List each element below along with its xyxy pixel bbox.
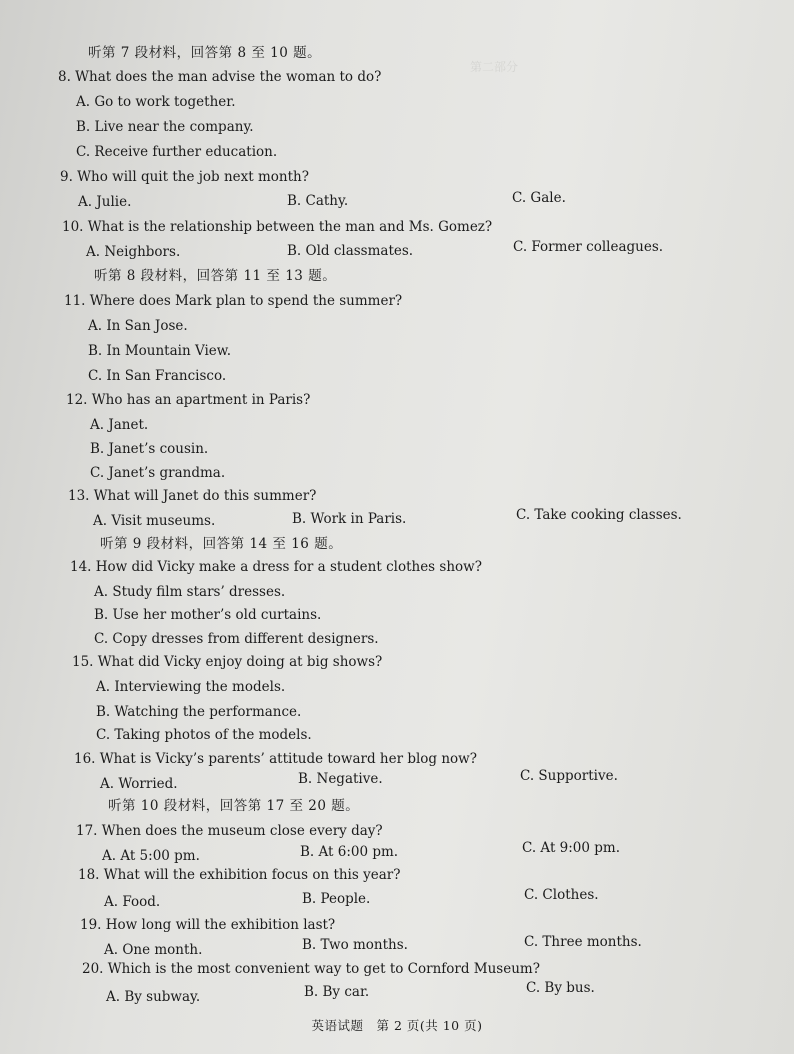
option-15c: C. Taking photos of the models. — [96, 727, 312, 743]
option-11b: B. In Mountain View. — [88, 343, 232, 359]
question-20: 20. Which is the most convenient way to get to Cornford Museum? — [82, 961, 540, 977]
option-19c: C. Three months. — [524, 934, 642, 950]
question-11: 11. Where does Mark plan to spend the summer? — [64, 293, 403, 309]
question-13: 13. What will Janet do this summer? — [68, 488, 317, 504]
option-8b: B. Live near the company. — [76, 119, 254, 135]
option-10a: A. Neighbors. — [86, 244, 181, 260]
question-16: 16. What is Vicky’s parents’ attitude toward her blog now? — [74, 751, 477, 767]
option-16a: A. Worried. — [100, 776, 178, 792]
option-11c: C. In San Francisco. — [88, 368, 227, 384]
question-17: 17. When does the museum close every day? — [76, 823, 383, 839]
option-14a: A. Study film stars’ dresses. — [94, 584, 286, 600]
option-13c: C. Take cooking classes. — [516, 507, 682, 523]
option-8a: A. Go to work together. — [76, 94, 236, 110]
option-18a: A. Food. — [104, 894, 161, 910]
question-18: 18. What will the exhibition focus on this year? — [78, 867, 401, 883]
option-19b: B. Two months. — [302, 937, 408, 953]
option-17c: C. At 9:00 pm. — [522, 840, 621, 856]
question-8: 8. What does the man advise the woman to do? — [58, 69, 382, 85]
option-15b: B. Watching the performance. — [96, 704, 302, 720]
question-9: 9. Who will quit the job next month? — [60, 169, 309, 185]
option-8c: C. Receive further education. — [76, 144, 278, 160]
option-11a: A. In San Jose. — [88, 318, 188, 334]
option-18c: C. Clothes. — [524, 887, 599, 903]
option-12a: A. Janet. — [90, 417, 149, 433]
option-20c: C. By bus. — [526, 980, 595, 996]
option-9c: C. Gale. — [512, 190, 566, 206]
section-heading-7: 听第 7 段材料，回答第 8 至 10 题。 — [88, 45, 322, 61]
option-17b: B. At 6:00 pm. — [300, 844, 399, 860]
option-20a: A. By subway. — [106, 989, 201, 1005]
question-10: 10. What is the relationship between the man and Ms. Gomez? — [62, 219, 493, 235]
section-heading-10: 听第 10 段材料，回答第 17 至 20 题。 — [108, 798, 360, 814]
question-12: 12. Who has an apartment in Paris? — [66, 392, 311, 408]
option-9a: A. Julie. — [78, 194, 132, 210]
option-18b: B. People. — [302, 891, 371, 907]
option-16b: B. Negative. — [298, 771, 383, 787]
question-14: 14. How did Vicky make a dress for a student clothes show? — [70, 559, 482, 575]
option-12c: C. Janet’s grandma. — [90, 465, 226, 481]
option-13a: A. Visit museums. — [93, 513, 216, 529]
option-14c: C. Copy dresses from different designers. — [94, 631, 379, 647]
option-12b: B. Janet’s cousin. — [90, 441, 209, 457]
show-through: 第二部分 — [470, 60, 519, 74]
page-footer: 英语试题 第 2 页(共 10 页) — [311, 1018, 483, 1033]
option-20b: B. By car. — [304, 984, 370, 1000]
option-16c: C. Supportive. — [520, 768, 618, 784]
option-15a: A. Interviewing the models. — [96, 679, 286, 695]
question-19: 19. How long will the exhibition last? — [80, 917, 336, 933]
option-10c: C. Former colleagues. — [513, 239, 664, 255]
question-15: 15. What did Vicky enjoy doing at big shows? — [72, 654, 383, 670]
option-9b: B. Cathy. — [287, 193, 349, 209]
option-13b: B. Work in Paris. — [292, 511, 407, 527]
option-19a: A. One month. — [104, 942, 203, 958]
section-heading-8: 听第 8 段材料，回答第 11 至 13 题。 — [94, 268, 337, 284]
section-heading-9: 听第 9 段材料，回答第 14 至 16 题。 — [100, 536, 343, 552]
option-14b: B. Use her mother’s old curtains. — [94, 607, 322, 623]
option-10b: B. Old classmates. — [287, 243, 414, 259]
option-17a: A. At 5:00 pm. — [102, 848, 200, 864]
